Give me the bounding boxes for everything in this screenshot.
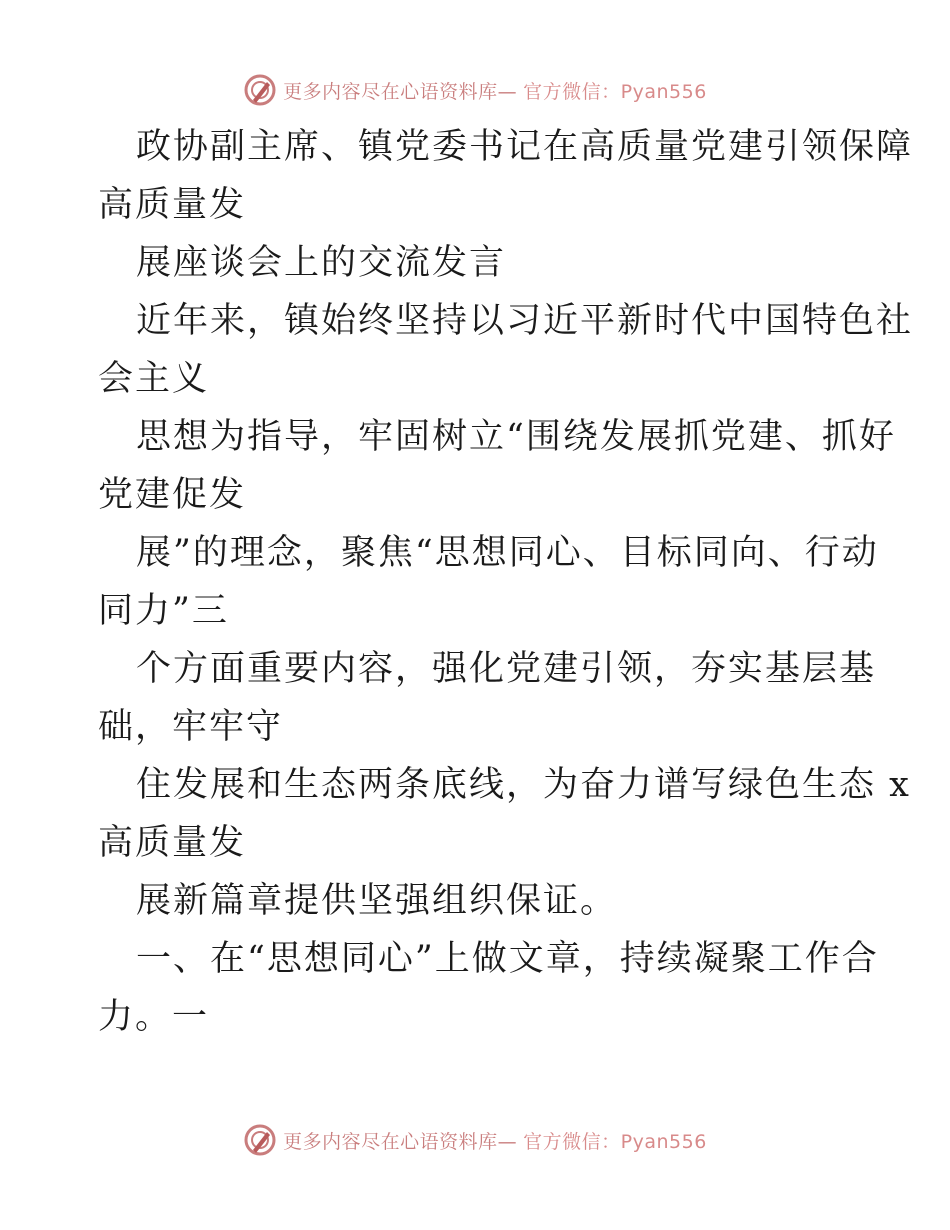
text-line: 展座谈会上的交流发言	[136, 243, 507, 283]
document-body	[98, 118, 914, 1046]
text-line: 一、在“思想同心”上做文章，持续凝聚工作合	[136, 939, 879, 979]
watermark-wechat: 官方微信：Pyan556	[523, 1130, 707, 1153]
pen-circle-logo-icon	[243, 73, 277, 107]
text-line: 高质量发	[98, 185, 247, 225]
text-line: 展新篇章提供坚强组织保证。	[136, 881, 618, 921]
text-line: 力。一	[98, 997, 210, 1037]
text-line: 会主义	[98, 359, 210, 399]
watermark-text: 更多内容尽在心语资料库—	[283, 1130, 518, 1153]
text-line: 近年来，镇始终坚持以习近平新时代中国特色社	[136, 301, 914, 341]
text-line: 思想为指导，牢固树立“围绕发展抓党建、抓好	[136, 417, 896, 457]
text-line: 住发展和生态两条底线，为奋力谱写绿色生态 x	[136, 765, 911, 805]
text-line: 同力”三	[98, 591, 229, 631]
footer-watermark	[0, 1122, 950, 1158]
pen-circle-logo-icon	[243, 1123, 277, 1157]
header-watermark	[0, 72, 950, 108]
watermark-wechat: 官方微信：Pyan556	[523, 80, 707, 103]
text-line: 党建促发	[98, 475, 247, 515]
text-line: 个方面重要内容，强化党建引领，夯实基层基	[136, 649, 877, 689]
text-line: 高质量发	[98, 823, 247, 863]
text-line: 政协副主席、镇党委书记在高质量党建引领保障	[136, 127, 914, 167]
watermark-text: 更多内容尽在心语资料库—	[283, 80, 518, 103]
text-line: 础，牢牢守	[98, 707, 284, 747]
text-line: 展”的理念，聚焦“思想同心、目标同向、行动	[136, 533, 879, 573]
